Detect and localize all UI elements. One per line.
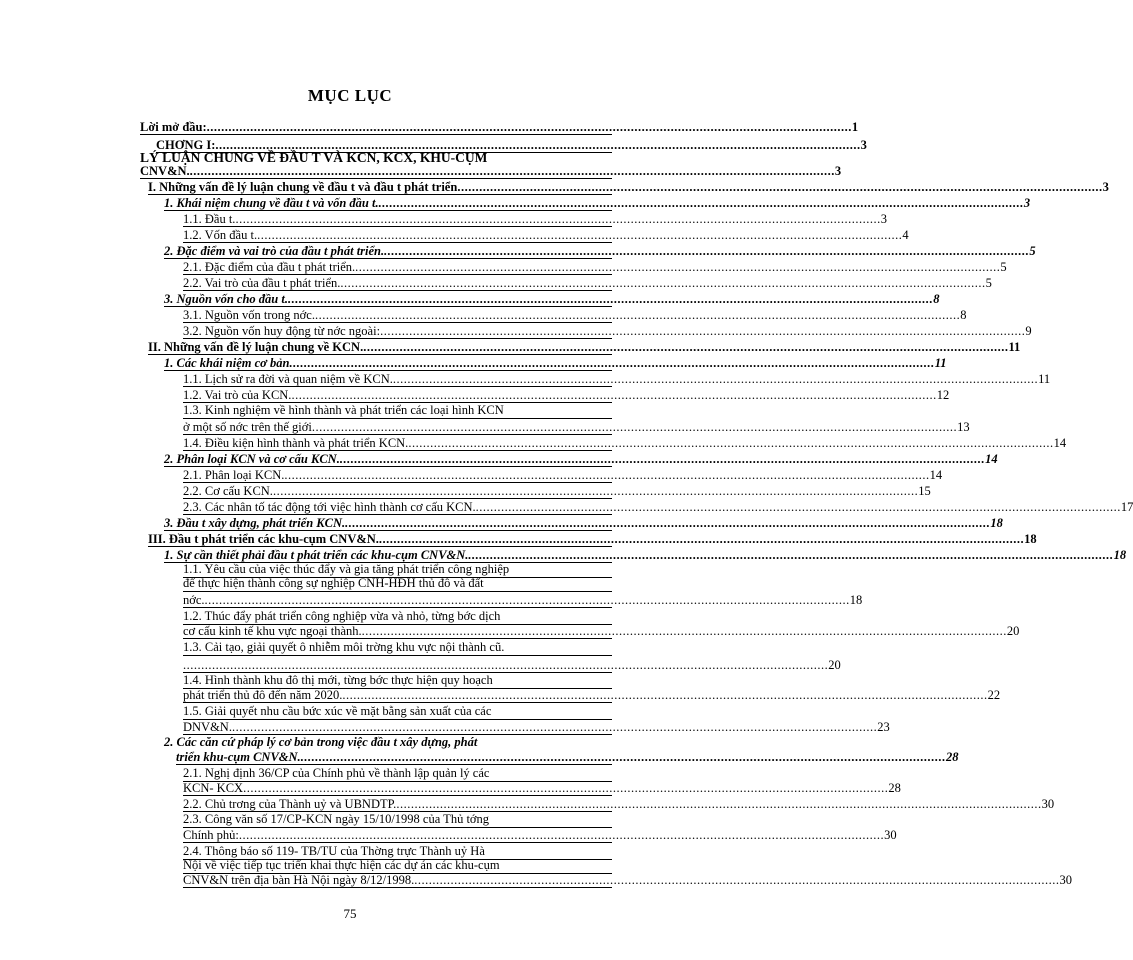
toc-page: 5 — [985, 276, 992, 290]
toc-leader: .................................................................................................................................................................................. — [257, 228, 903, 242]
toc-entry[interactable] — [183, 828, 897, 843]
toc-leader: .................................................................................................................................................................................. — [272, 484, 919, 498]
toc-leader: .................................................................................................................................................................................. — [287, 292, 934, 306]
toc-entry[interactable] — [164, 548, 1127, 563]
toc-leader: .................................................................................................................................................................................. — [378, 532, 1025, 546]
toc-entry[interactable] — [183, 420, 970, 435]
toc-page: 22 — [987, 688, 1001, 702]
toc-page: 3 — [1023, 196, 1031, 210]
toc-entry[interactable] — [148, 532, 1037, 547]
toc-page: 1 — [851, 120, 859, 134]
toc-leader: .................................................................................................................................................................................. — [291, 388, 937, 402]
page-number: 75 — [343, 906, 357, 921]
toc-entry-text: KCN- KCX — [183, 781, 244, 795]
toc-page: 23 — [877, 720, 890, 734]
toc-page: 30 — [884, 828, 897, 842]
toc-leader: .................................................................................................................................................................................. — [384, 244, 1030, 258]
toc-leader: .................................................................................................................................................................................. — [289, 356, 935, 370]
toc-entry-text: CHƠNG I: — [156, 138, 216, 152]
toc-entry[interactable] — [148, 180, 1109, 195]
toc-entry[interactable] — [183, 720, 890, 735]
toc-leader: .................................................................................................................................................................................. — [414, 873, 1060, 887]
toc-page: 3 — [860, 138, 867, 152]
toc-page: 3 — [1102, 180, 1109, 194]
toc-entry-text: DNV&N. — [183, 720, 232, 734]
toc-entry-text: 2.2. Vai trò của đầu t phát triển. — [183, 276, 341, 290]
toc-entry[interactable] — [140, 120, 859, 135]
toc-entry-text: 2. Phân loại KCN và cơ cấu KCN. — [164, 452, 340, 466]
toc-leader: .................................................................................................................................................................................. — [342, 688, 988, 702]
toc-leader: .................................................................................................................................................................................. — [238, 828, 885, 842]
toc-leader: .................................................................................................................................................................................. — [215, 138, 861, 152]
toc-leader: .................................................................................................................................................................................. — [340, 276, 986, 290]
toc-entry[interactable] — [164, 292, 940, 307]
toc-entry-text: triển khu-cụm CNV&N. — [176, 750, 301, 764]
toc-page: 3 — [834, 164, 842, 178]
toc-page: 30 — [1041, 797, 1055, 811]
toc-entry-text: 3.1. Nguồn vốn trong nớc. — [183, 308, 315, 322]
toc-entry-line: 1.2. Thúc đẩy phát triển công nghiệp vừa và nhỏ, từng bớc dịch — [183, 610, 612, 625]
toc-entry-text: 1.4. Điều kiện hình thành và phát triển KCN. — [183, 436, 409, 450]
toc-page: 8 — [933, 292, 940, 306]
toc-page: 17 — [1120, 500, 1133, 514]
toc-entry[interactable] — [183, 593, 863, 608]
toc-entry[interactable] — [140, 164, 842, 179]
toc-leader: .................................................................................................................................................................................. — [189, 164, 835, 178]
toc-leader: .................................................................................................................................................................................. — [231, 720, 878, 734]
toc-entry-text: 2.2. Chủ trơng của Thành uỷ và UBNDTP. — [183, 797, 397, 811]
toc-page: 12 — [936, 388, 950, 402]
toc-entry-line: 1.3. Cải tạo, giải quyết ô nhiễm môi trờng khu vực nội thành cũ. — [183, 641, 612, 656]
toc-leader: .................................................................................................................................................................................. — [284, 468, 930, 482]
toc-leader: .................................................................................................................................................................................. — [206, 120, 852, 134]
toc-entry[interactable] — [183, 324, 1032, 339]
toc-entry[interactable] — [183, 276, 992, 291]
toc-leader: .................................................................................................................................................................................. — [311, 420, 958, 434]
toc-page: 18 — [1024, 532, 1037, 546]
toc-leader: .................................................................................................................................................................................. — [392, 372, 1039, 386]
toc-entry[interactable] — [183, 260, 1007, 275]
toc-entry-text: CNV&N. — [140, 164, 190, 178]
toc-page: 30 — [1059, 873, 1072, 887]
toc-entry-text: III. Đầu t phát triển các khu-cụm CNV&N. — [148, 532, 379, 546]
toc-entry[interactable] — [183, 228, 909, 243]
toc-entry[interactable] — [183, 688, 1001, 703]
toc-entry-line: 1.1. Yêu cầu của việc thúc đẩy và gia tăng phát triển công nghiệp — [183, 563, 612, 578]
toc-entry-text: 2.2. Cơ cấu KCN. — [183, 484, 273, 498]
toc-page: 20 — [828, 658, 841, 672]
toc-entry-text: 1. Sự cần thiết phải đầu t phát triển các khu-cụm CNV&N. — [164, 548, 469, 562]
toc-entry-line: 2.4. Thông báo số 119- TB/TU của Thờng trực Thành uỷ Hà — [183, 845, 612, 860]
toc-entry[interactable] — [183, 658, 841, 673]
toc-entry-text: 1. Khái niệm chung về đầu t và vốn đầu t. — [164, 196, 379, 210]
toc-entry-line: 1.5. Giải quyết nhu cầu bức xúc về mặt bằng sản xuất của các — [183, 705, 612, 720]
toc-entry[interactable] — [183, 873, 1072, 888]
toc-entry-text: 1.2. Vai trò của KCN. — [183, 388, 292, 402]
toc-leader: .................................................................................................................................................................................. — [314, 308, 961, 322]
page-title: MỤC LỤC — [307, 86, 393, 105]
toc-entry-text: 1.1. Lịch sử ra đời và quan niệm về KCN. — [183, 372, 393, 386]
toc-entry-text: 2.3. Các nhân tố tác động tới việc hình thành cơ cấu KCN. — [183, 500, 476, 514]
toc-entry[interactable] — [148, 340, 1021, 355]
toc-entry-line: để thực hiện thành công sự nghiệp CNH-HĐH thủ đô và đất — [183, 577, 612, 592]
toc-entry-text: phát triển thủ đô đến năm 2020. — [183, 688, 343, 702]
toc-page: 5 — [1000, 260, 1007, 274]
toc-entry[interactable] — [183, 797, 1055, 812]
toc-entry[interactable] — [183, 212, 887, 227]
toc-entry-text: cơ cấu kinh tế khu vực ngoại thành. — [183, 624, 362, 638]
toc-page: 28 — [945, 750, 959, 764]
toc-entry-text: 1. Các khái niệm cơ bản — [164, 356, 290, 370]
toc-page: 11 — [934, 356, 947, 370]
toc-entry-text: Lời mở đầu: — [140, 120, 207, 134]
toc-page: 5 — [1029, 244, 1036, 258]
toc-page: 18 — [990, 516, 1003, 530]
toc-entry-text: 2.1. Đặc điểm của đầu t phát triển. — [183, 260, 356, 274]
toc-leader: .................................................................................................................................................................................. — [457, 180, 1103, 194]
toc-entry-text: 1.1. Đầu t. — [183, 212, 236, 226]
toc-entry[interactable] — [164, 452, 998, 467]
toc-page: 28 — [888, 781, 901, 795]
toc-leader: .................................................................................................................................................................................. — [345, 516, 991, 530]
toc-leader: .................................................................................................................................................................................. — [300, 750, 946, 764]
toc-entry-text: 3. Nguồn vốn cho đầu t. — [164, 292, 288, 306]
toc-leader: .................................................................................................................................................................................. — [361, 624, 1007, 638]
toc-leader: .................................................................................................................................................................................. — [378, 196, 1024, 210]
toc-leader: .................................................................................................................................................................................. — [235, 212, 881, 226]
toc-page: 4 — [902, 228, 909, 242]
toc-page: 18 — [1113, 548, 1127, 562]
toc-entry-line: Nội về việc tiếp tục triển khai thực hiện các dự án các khu-cụm — [183, 859, 612, 874]
toc-page: 9 — [1025, 324, 1032, 338]
toc-page: 14 — [985, 452, 998, 466]
toc-page: 20 — [1006, 624, 1020, 638]
toc-entry-text: 1.2. Vốn đầu t. — [183, 228, 258, 242]
toc-leader: .................................................................................................................................................................................. — [183, 658, 829, 672]
toc-entry[interactable] — [164, 244, 1036, 259]
toc-entry-line: 2.1. Nghị định 36/CP của Chính phủ về thành lập quản lý các — [183, 767, 612, 782]
toc-entry[interactable] — [183, 308, 967, 323]
toc-page: 13 — [957, 420, 970, 434]
toc-entry-text: II. Những vấn đề lý luận chung về KCN. — [148, 340, 364, 354]
toc-entry[interactable] — [183, 624, 1020, 639]
toc-leader: .................................................................................................................................................................................. — [468, 548, 1114, 562]
toc-entry-text: 3. Đầu t xây dựng, phát triển KCN. — [164, 516, 346, 530]
toc-entry[interactable] — [183, 388, 950, 403]
toc-entry-line: 1.3. Kinh nghiệm về hình thành và phát triển các loại hình KCN — [183, 404, 612, 419]
toc-entry-text: 2. Đặc điểm và vai trò của đầu t phát triển. — [164, 244, 385, 258]
toc-page: 18 — [849, 593, 863, 607]
toc-entry-text: Chính phủ: — [183, 828, 239, 842]
toc-entry[interactable] — [164, 196, 1031, 211]
toc-entry-line: LÝ LUẬN CHUNG VỀ ĐẦU T VÀ KCN, KCX, KHU-CỤM — [140, 150, 488, 165]
toc-entry[interactable] — [183, 436, 1067, 451]
toc-entry[interactable] — [176, 750, 959, 765]
toc-entry[interactable] — [183, 468, 943, 483]
toc-leader: .................................................................................................................................................................................. — [355, 260, 1001, 274]
toc-entry[interactable] — [183, 372, 1051, 387]
toc-entry-line: 1.4. Hình thành khu đô thị mới, từng bớc thực hiện quy hoạch — [183, 674, 612, 689]
toc-page: 11 — [1008, 340, 1021, 354]
toc-entry-text: 2.1. Phân loại KCN. — [183, 468, 285, 482]
toc-leader: .................................................................................................................................................................................. — [243, 781, 889, 795]
toc-entry[interactable] — [164, 356, 947, 371]
toc-page: 15 — [918, 484, 931, 498]
toc-entry[interactable] — [164, 516, 1003, 531]
toc-leader: .................................................................................................................................................................................. — [204, 593, 850, 607]
toc-leader: .................................................................................................................................................................................. — [380, 324, 1026, 338]
toc-page: 11 — [1038, 372, 1051, 386]
toc-page: 8 — [960, 308, 967, 322]
toc-page: 14 — [1053, 436, 1067, 450]
toc-entry-text: CNV&N trên địa bàn Hà Nội ngày 8/12/1998. — [183, 873, 415, 887]
toc-entry-text: I. Những vấn đề lý luận chung về đầu t và đầu t phát triển — [148, 180, 458, 194]
toc-entry[interactable] — [183, 781, 901, 796]
toc-entry-line: 2. Các căn cứ pháp lý cơ bản trong việc đầu t xây dựng, phát — [164, 735, 478, 749]
toc-leader: .................................................................................................................................................................................. — [408, 436, 1054, 450]
toc-leader: .................................................................................................................................................................................. — [363, 340, 1009, 354]
toc-entry-text: 3.2. Nguồn vốn huy động từ nớc ngoài: — [183, 324, 381, 338]
toc-entry-text: ở một số nớc trên thế giới — [183, 420, 312, 434]
toc-entry[interactable] — [183, 484, 931, 499]
toc-entry-text: nớc. — [183, 593, 205, 607]
toc-entry-line: 2.3. Công văn số 17/CP-KCN ngày 15/10/1998 của Thủ tớng — [183, 813, 612, 828]
toc-leader: .................................................................................................................................................................................. — [396, 797, 1042, 811]
toc-page: 14 — [929, 468, 943, 482]
toc-entry[interactable] — [183, 500, 1133, 515]
toc-page: 3 — [880, 212, 887, 226]
toc-leader: .................................................................................................................................................................................. — [475, 500, 1121, 514]
toc-leader: .................................................................................................................................................................................. — [339, 452, 986, 466]
